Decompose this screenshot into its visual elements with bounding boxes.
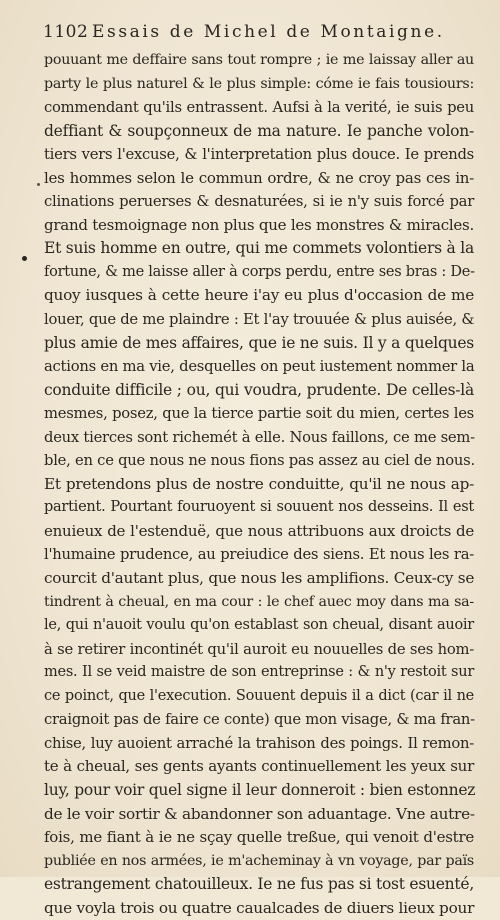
text-line: les hommes selon le commun ordre, & ne croy pas ces in- bbox=[44, 168, 474, 187]
text-line: de le voir sortir & abandonner son aduantage. Vne autre- bbox=[44, 804, 475, 823]
text-line: enuieux de l'estenduë, que nous attribuons aux droicts de bbox=[44, 521, 474, 540]
text-line: mes. Il se veid maistre de son entreprinse : & n'y restoit sur bbox=[44, 664, 474, 681]
text-line: quoy iusques à cette heure i'ay eu plus d'occasion de me bbox=[44, 286, 474, 305]
text-line: l'humaine prudence, au preiudice des siens. Et nous les ra- bbox=[44, 546, 474, 564]
text-line: party le plus naturel & le plus simple: cóme ie fais tousiours: bbox=[44, 75, 474, 92]
text-line: actions en ma vie, desquelles on peut iustement nommer la bbox=[44, 358, 475, 376]
text-line: tindrent à cheual, en ma cour : le chef auec moy dans ma sa- bbox=[44, 593, 474, 610]
text-line: commendant qu'ils entrassent. Aufsi à la verité, ie suis peu bbox=[44, 99, 474, 117]
text-block bbox=[44, 49, 474, 920]
text-line: luy, pour voir quel signe il leur donneroit : bien estonnez bbox=[44, 780, 476, 799]
text-line: courcit d'autant plus, que nous les amplifions. Ceux-cy se bbox=[44, 569, 475, 588]
text-line: le, qui n'auoit voulu qu'on establast son cheual, disant auoir bbox=[44, 617, 474, 634]
text-line: Et suis homme en outre, qui me commets volontiers à la bbox=[44, 239, 474, 258]
text-line: conduite difficile ; ou, qui voudra, prudente. De celles-là bbox=[44, 380, 474, 399]
text-line: chise, luy auoient arraché la trahison des poings. Il remon- bbox=[44, 734, 474, 752]
text-line: à se retirer incontinét qu'il auroit eu nouuelles de ses hom- bbox=[44, 640, 474, 658]
text-line: publiée en nos armées, ie m'acheminay à vn voyage, par païs bbox=[44, 852, 474, 869]
text-line: louer, que de me plaindre : Et l'ay trouuée & plus auisée, & bbox=[44, 311, 475, 329]
text-line: plus amie de mes affaires, que ie ne suis. Il y a quelques bbox=[44, 333, 474, 352]
text-line: ce poinct, que l'execution. Souuent depuis il a dict (car il ne bbox=[44, 687, 474, 704]
text-line: deux tierces sont richemét à elle. Nous faillons, ce me sem- bbox=[44, 428, 475, 446]
text-line: te à cheual, ses gents ayants continuellement les yeux sur bbox=[44, 757, 474, 776]
text-line: clinations peruerses & desnaturées, si ie n'y suis forcé par bbox=[44, 193, 474, 211]
text-line: fois, me fiant à ie ne sçay quelle treßue, qui venoit d'estre bbox=[44, 828, 474, 847]
text-line: ble, en ce que nous ne nous fions pas assez au ciel de nous. bbox=[44, 452, 475, 470]
text-line: que voyla trois ou quatre caualcades de diuers lieux pour bbox=[44, 898, 475, 917]
text-line: craignoit pas de faire ce conte) que mon visage, & ma fran- bbox=[44, 711, 475, 729]
text-line: Et pretendons plus de nostre conduitte, qu'il ne nous ap- bbox=[44, 474, 474, 493]
text-line: pouuant me deffaire sans tout rompre ; ie me laissay aller au bbox=[44, 52, 474, 68]
text-line: tiers vers l'excuse, & l'interpretation plus douce. Ie prends bbox=[44, 146, 474, 164]
running-title: Essais de Michel de Montaigne. bbox=[92, 22, 445, 42]
margin-bullet bbox=[22, 256, 27, 261]
page-number: 1102 bbox=[43, 22, 89, 42]
running-head bbox=[0, 22, 500, 48]
text-line: mesmes, posez, que la tierce partie soit du mien, certes les bbox=[44, 405, 474, 423]
text-line: grand tesmoignage non plus que les monstres & miracles. bbox=[44, 215, 474, 234]
text-line: fortune, & me laisse aller à corps perdu, entre ses bras : De- bbox=[44, 263, 475, 280]
text-line: partient. Pourtant fouruoyent si souuent nos desseins. Il est bbox=[44, 499, 474, 516]
text-line: estrangement chatouilleux. Ie ne fus pas si tost esuenté, bbox=[44, 875, 474, 894]
text-line: deffiant & soupçonneux de ma nature. Ie panche volon- bbox=[44, 121, 474, 140]
ink-speck bbox=[37, 183, 40, 186]
